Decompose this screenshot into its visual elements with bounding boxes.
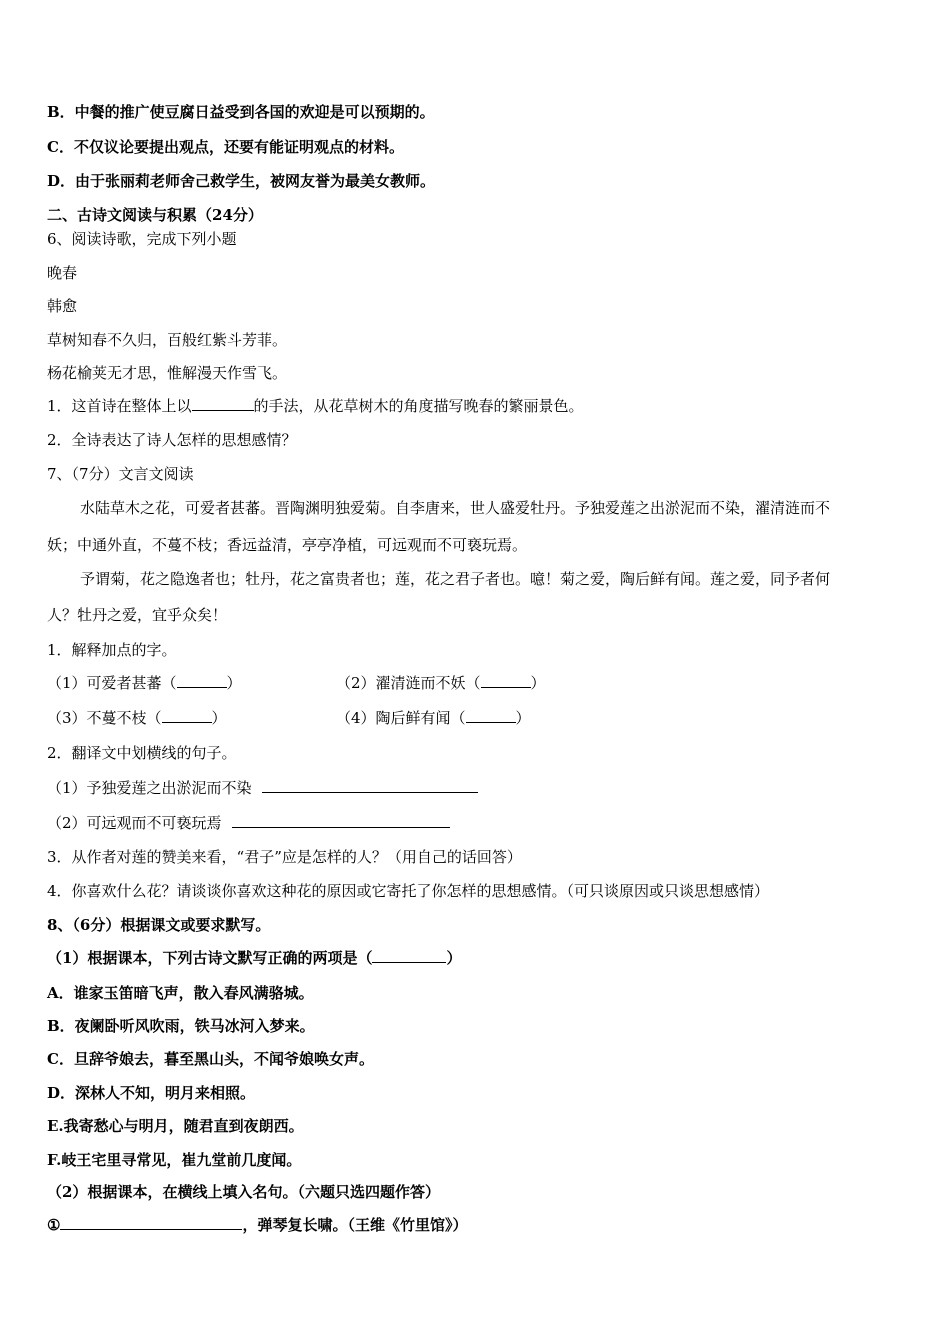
q7-sub3: 3．从作者对莲的赞美来看，“君子”应是怎样的人？（用自己的话回答） xyxy=(47,848,522,866)
q7-heading: 7、（7分）文言文阅读 xyxy=(47,465,194,483)
bracket: ） xyxy=(446,949,462,967)
translate-item-1 xyxy=(47,778,478,798)
poem-line: 草树知春不久归，百般红紫斗芳菲。 xyxy=(47,331,288,349)
word-item-1 xyxy=(47,673,242,693)
q8-part1 xyxy=(47,948,461,968)
circled-number: ① xyxy=(47,1216,61,1234)
classical-text-line: 水陆草木之花，可爱者甚蕃。晋陶渊明独爱菊。自李唐来，世人盛爱牡丹。予独爱莲之出淤泥而不染，濯清涟而不 xyxy=(80,499,831,517)
answer-blank[interactable] xyxy=(372,948,446,963)
word-item-3 xyxy=(47,708,227,728)
translate-item-2 xyxy=(47,813,450,833)
q8-option-f: F.岐王宅里寻常见，崔九堂前几度闻。 xyxy=(47,1151,302,1169)
q5-option-c: C．不仅议论要提出观点，还要有能证明观点的材料。 xyxy=(47,138,404,156)
word-item-4 xyxy=(336,708,531,728)
q8-option-c: C．旦辞爷娘去，暮至黑山头，不闻爷娘唤女声。 xyxy=(47,1050,374,1068)
q6-sub1 xyxy=(47,396,584,416)
answer-blank[interactable] xyxy=(162,708,212,723)
q5-option-b: B．中餐的推广使豆腐日益受到各国的欢迎是可以预期的。 xyxy=(47,103,435,121)
section-title: 二、古诗文阅读与积累（24分） xyxy=(47,206,263,224)
q8-option-e: E.我寄愁心与明月，随君直到夜朗西。 xyxy=(47,1117,304,1135)
bracket: ） xyxy=(211,709,227,727)
q8-part2: （2）根据课本，在横线上填入名句。（六题只选四题作答） xyxy=(47,1183,440,1201)
q8-option-d: D．深林人不知，明月来相照。 xyxy=(47,1084,256,1102)
answer-blank[interactable] xyxy=(481,673,531,688)
translate-text: （1）予独爱莲之出淤泥而不染 xyxy=(47,779,252,797)
q8-heading: 8、（6分）根据课文或要求默写。 xyxy=(47,916,271,934)
word-item-text: （2）濯清涟而不妖（ xyxy=(336,674,481,692)
q6-sub2: 2．全诗表达了诗人怎样的思想感情？ xyxy=(47,431,297,449)
classical-text-line: 人？牡丹之爱，宜乎众矣！ xyxy=(47,606,228,624)
answer-line[interactable] xyxy=(60,1215,242,1230)
poem-title: 晚春 xyxy=(47,264,78,282)
q6-heading: 6、阅读诗歌，完成下列小题 xyxy=(47,230,237,248)
answer-blank[interactable] xyxy=(192,396,254,411)
answer-blank[interactable] xyxy=(466,708,516,723)
q8-part1-text: （1）根据课本，下列古诗文默写正确的两项是（ xyxy=(47,949,373,967)
q8-option-b: B．夜阑卧听风吹雨，铁马冰河入梦来。 xyxy=(47,1017,315,1035)
q7-sub4: 4．你喜欢什么花？请谈谈你喜欢这种花的原因或它寄托了你怎样的思想感情。（可只谈原因或只谈思想感情） xyxy=(47,882,770,900)
classical-text-line: 妖；中通外直，不蔓不枝；香远益清，亭亭净植，可远观而不可亵玩焉。 xyxy=(47,536,528,554)
poem-author: 韩愈 xyxy=(47,297,78,315)
q7-sub1: 1．解释加点的字。 xyxy=(47,641,177,659)
q5-option-d: D．由于张丽莉老师舍己救学生，被网友誉为最美女教师。 xyxy=(47,172,436,190)
word-item-text: （4）陶后鲜有闻（ xyxy=(336,709,466,727)
answer-line[interactable] xyxy=(232,813,450,828)
bracket: ） xyxy=(515,709,531,727)
q8-option-a: A．谁家玉笛暗飞声，散入春风满骆城。 xyxy=(47,984,314,1002)
bracket: ） xyxy=(226,674,242,692)
word-item-text: （3）不蔓不枝（ xyxy=(47,709,162,727)
word-item-text: （1）可爱者甚蕃（ xyxy=(47,674,177,692)
fill-text: ，弹琴复长啸。（王维《竹里馆》） xyxy=(242,1216,468,1234)
q7-sub2: 2．翻译文中划横线的句子。 xyxy=(47,744,237,762)
classical-text-line: 予谓菊，花之隐逸者也；牡丹，花之富贵者也；莲，花之君子者也。噫！菊之爱，陶后鲜有闻。莲之爱，同予者何 xyxy=(80,570,831,588)
q8-fill-1 xyxy=(47,1215,467,1235)
translate-text: （2）可远观而不可亵玩焉 xyxy=(47,814,222,832)
q6-sub1-text: 的手法，从花草树木的角度描写晚春的繁丽景色。 xyxy=(253,397,584,415)
answer-line[interactable] xyxy=(262,778,478,793)
q6-sub1-text: 1．这首诗在整体上以 xyxy=(47,397,192,415)
answer-blank[interactable] xyxy=(177,673,227,688)
word-item-2 xyxy=(336,673,546,693)
poem-line: 杨花榆荚无才思，惟解漫天作雪飞。 xyxy=(47,364,288,382)
bracket: ） xyxy=(530,674,546,692)
